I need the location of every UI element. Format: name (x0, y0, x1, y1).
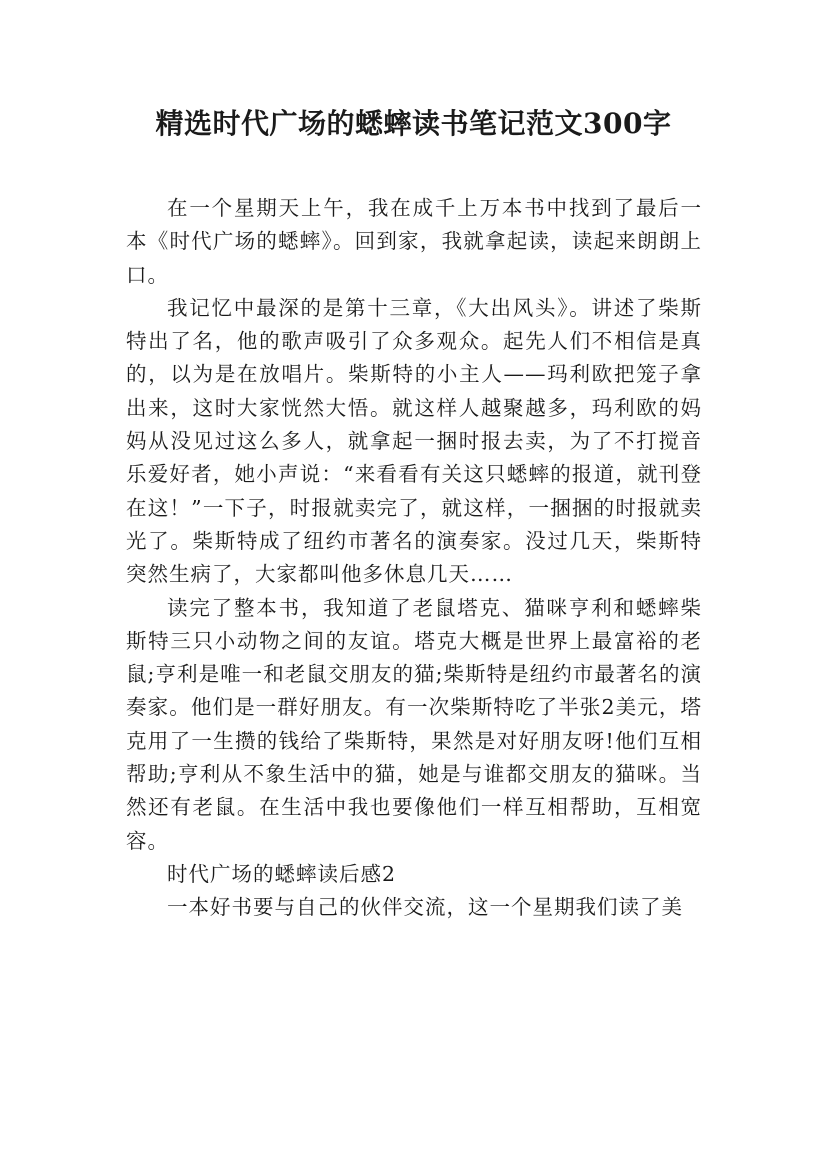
page-title: 精选时代广场的蟋蟀读书笔记范文300字 (155, 107, 672, 140)
paragraph-3: 读完了整本书，我知道了老鼠塔克、猫咪亨利和蟋蟀柴斯特三只小动物之间的友谊。塔克大概是世界上最富裕的老鼠;亨利是唯一和老鼠交朋友的猫;柴斯特是纽约市最著名的演奏家。他们是一群好朋友。有一次柴斯特吃了半张2美元，塔克用了一生攒的钱给了柴斯特，果然是对好朋友呀!他们互相帮助;亨利从不象生活中的猫，她是与谁都交朋友的猫咪。当然还有老鼠。在生活中我也要像他们一样互相帮助，互相宽容。 (126, 595, 702, 853)
section-heading: 时代广场的蟋蟀读后感2 (167, 861, 397, 886)
paragraph-4: 一本好书要与自己的伙伴交流，这一个星期我们读了美 (167, 895, 683, 920)
paragraph-2: 我记忆中最深的是第十三章，《大出风头》。讲述了柴斯特出了名，他的歌声吸引了众多观众。起先人们不相信是真的，以为是在放唱片。柴斯特的小主人——玛利欧把笼子拿出来，这时大家恍然大悟。就这样人越聚越多，玛利欧的妈妈从没见过这么多人，就拿起一捆时报去卖，为了不打搅音乐爱好者，她小声说：“来看看有关这只蟋蟀的报道，就刊登在这！”一下子，时报就卖完了，就这样，一捆捆的时报就卖光了。柴斯特成了纽约市著名的演奏家。没过几天，柴斯特突然生病了，大家都叫他多休息几天…… (126, 295, 702, 587)
paragraph-1: 在一个星期天上午，我在成千上万本书中找到了最后一本《时代广场的蟋蟀》。回到家，我就拿起读，读起来朗朗上口。 (126, 196, 702, 287)
document-body (126, 192, 702, 925)
